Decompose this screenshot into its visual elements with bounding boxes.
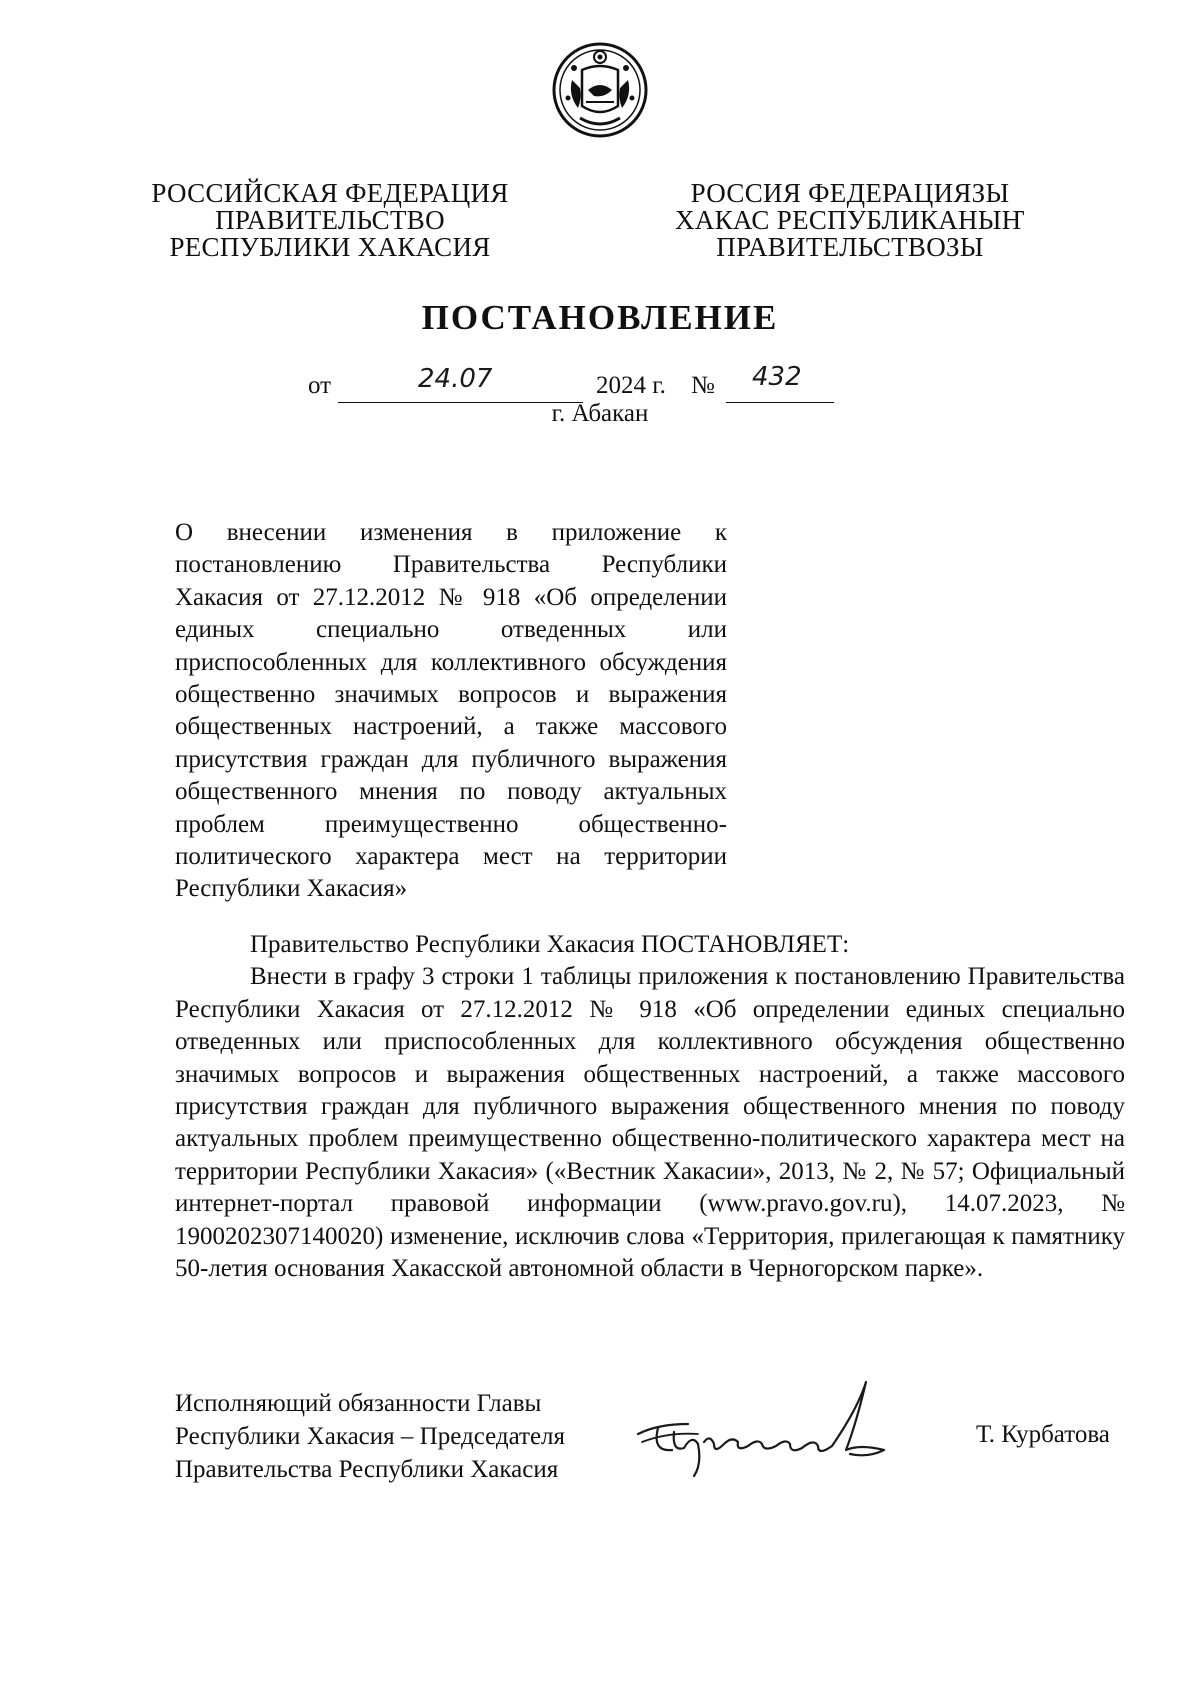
- header-left-russian: [130, 180, 530, 261]
- header-right-line-1: РОССИЯ ФЕДЕРАЦИЯЗЫ: [690, 178, 1010, 208]
- handwritten-number: 432: [752, 362, 802, 392]
- coat-of-arms-emblem: [550, 40, 650, 140]
- signatory-position-line-1: Исполняющий обязанности Главы: [175, 1390, 542, 1417]
- handwritten-signature: [628, 1372, 928, 1482]
- header-right-line-2: ХАКАС РЕСПУБЛИКАНЫҤ: [675, 205, 1025, 235]
- body-text: [175, 929, 1125, 1285]
- subject-paragraph: О внесении изменения в приложение к постановлению Правительства Республики Хакасия от 27.12.2012 № 918 «Об определении единых специально отведенных или приспособленных для коллективного обсуждения общественно значимых вопросов и выражения общественных настроений, а также массового присутствия граждан для публичного выражения общественного мнения по поводу актуальных проблем преимущественно общественно-политического характера мест на территории Республики Хакасия»: [175, 519, 727, 903]
- header-left-line-1: РОССИЙСКАЯ ФЕДЕРАЦИЯ: [151, 178, 509, 208]
- date-number-line: [0, 362, 1200, 404]
- signatory-position: [175, 1387, 565, 1486]
- signatory-position-line-2: Республики Хакасия – Председателя: [175, 1423, 566, 1450]
- document-type-title: ПОСТАНОВЛЕНИЕ: [421, 298, 779, 337]
- date-prefix: от: [308, 372, 332, 399]
- signatory-position-line-3: Правительства Республики Хакасия: [175, 1456, 559, 1483]
- year-label: 2024 г.: [596, 372, 666, 399]
- header-left-line-3: РЕСПУБЛИКИ ХАКАСИЯ: [169, 232, 491, 262]
- signatory-name: Т. Курбатова: [976, 1421, 1110, 1448]
- city-label: г. Абакан: [551, 400, 649, 427]
- body-paragraph-resolves: Правительство Республики Хакасия ПОСТАНОВЛЯЕТ:: [250, 931, 850, 958]
- header-right-line-3: ПРАВИТЕЛЬСТВОЗЫ: [716, 232, 984, 262]
- handwritten-date: 24.07: [418, 364, 493, 394]
- header-right-khakas: [650, 180, 1050, 261]
- body-paragraph-main: Внести в графу 3 строки 1 таблицы приложения к постановлению Правительства Республики Хакасия от 27.12.2012 № 918 «Об определении единых специально отведенных или приспособленных для коллективного обсуждения общественно значимых вопросов и выражения общественных настроений, а также массового присутствия граждан для публичного выражения общественного мнения по поводу актуальных проблем преимущественно общественно-политического характера мест на территории Республики Хакасия» («Вестник Хакасии», 2013, № 2, № 57; Официальный интернет-портал правовой информации (www.pravo.gov.ru), 14.07.2023, № 1900202307140020) изменение, исключив слова «Территория, прилегающая к памятнику 50-летия основания Хакасской автономной области в Черногорском парке».: [175, 963, 1125, 1283]
- number-prefix: №: [691, 372, 715, 399]
- header-left-line-2: ПРАВИТЕЛЬСТВО: [215, 205, 445, 235]
